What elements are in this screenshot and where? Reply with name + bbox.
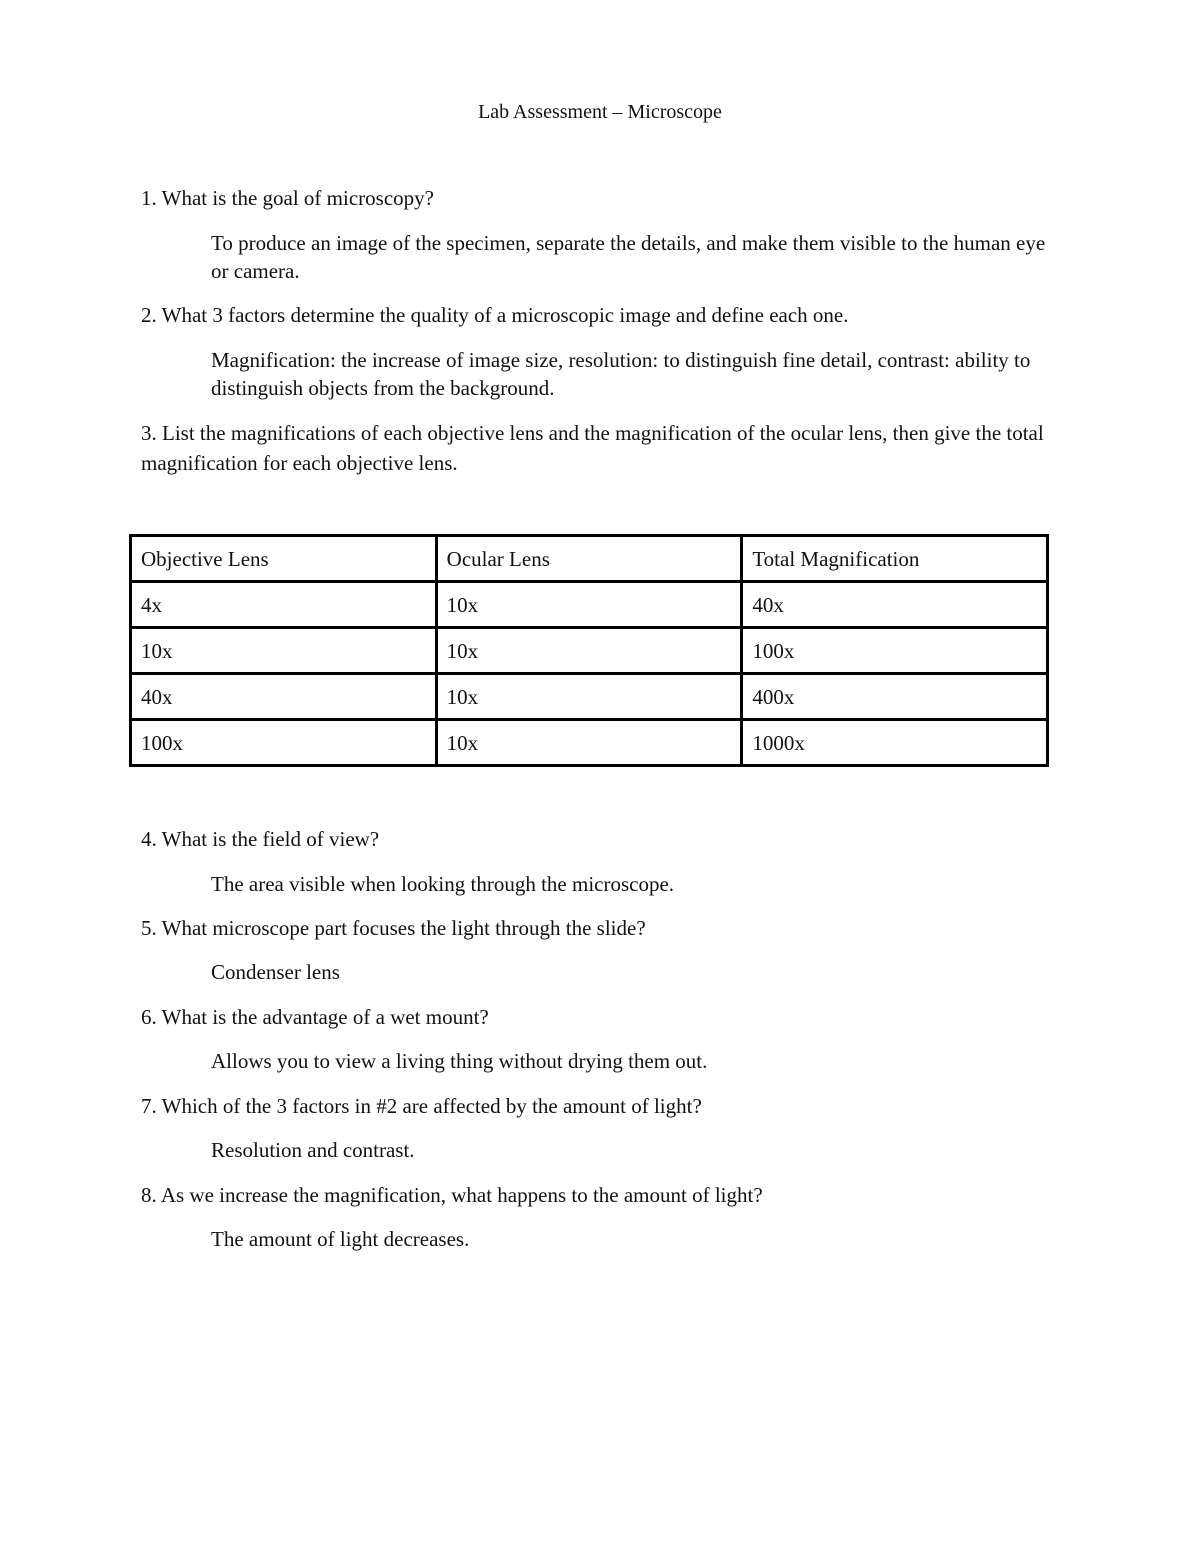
table-row (131, 674, 1048, 720)
table-cell: 100x (131, 720, 437, 766)
answer-5: Condenser lens (211, 960, 340, 984)
answer-1: To produce an image of the specimen, separate the details, and make them visible to the human eye or camera. (211, 231, 1046, 283)
table-cell: 400x (742, 674, 1048, 720)
table-cell: 1000x (742, 720, 1048, 766)
table-row (131, 628, 1048, 674)
table-cell: 10x (436, 674, 742, 720)
question-5: 5. What microscope part focuses the light through the slide? (141, 916, 646, 940)
question-3: 3. List the magnifications of each objective lens and the magnification of the ocular lens, then give the total magnification for each objective lens. (141, 421, 1044, 475)
table-cell: 100x (742, 628, 1048, 674)
question-8: 8. As we increase the magnification, what happens to the amount of light? (141, 1183, 763, 1207)
answer-8: The amount of light decreases. (211, 1227, 470, 1251)
table-header-cell: Total Magnification (742, 536, 1048, 582)
table-row (131, 582, 1048, 628)
table-cell: 40x (131, 674, 437, 720)
table-cell: 4x (131, 582, 437, 628)
table-cell: 10x (436, 720, 742, 766)
question-6: 6. What is the advantage of a wet mount? (141, 1005, 489, 1029)
table-cell: 10x (131, 628, 437, 674)
question-2: 2. What 3 factors determine the quality of a microscopic image and define each one. (141, 303, 849, 327)
answer-4: The area visible when looking through the microscope. (211, 872, 675, 896)
table-cell: 10x (436, 628, 742, 674)
document-title: Lab Assessment – Microscope (478, 101, 722, 123)
table-header-cell: Objective Lens (131, 536, 437, 582)
question-4: 4. What is the field of view? (141, 827, 380, 851)
question-7: 7. Which of the 3 factors in #2 are affected by the amount of light? (141, 1094, 702, 1118)
magnification-table (129, 534, 1049, 767)
table-cell: 40x (742, 582, 1048, 628)
question-1: 1. What is the goal of microscopy? (141, 186, 434, 210)
answer-2: Magnification: the increase of image size, resolution: to distinguish fine detail, contrast: ability to distinguish objects from the background. (211, 348, 1031, 400)
table-header-cell: Ocular Lens (436, 536, 742, 582)
answer-6: Allows you to view a living thing without drying them out. (211, 1049, 708, 1073)
table-header-row (131, 536, 1048, 582)
answer-7: Resolution and contrast. (211, 1138, 415, 1162)
table-row (131, 720, 1048, 766)
table-cell: 10x (436, 582, 742, 628)
